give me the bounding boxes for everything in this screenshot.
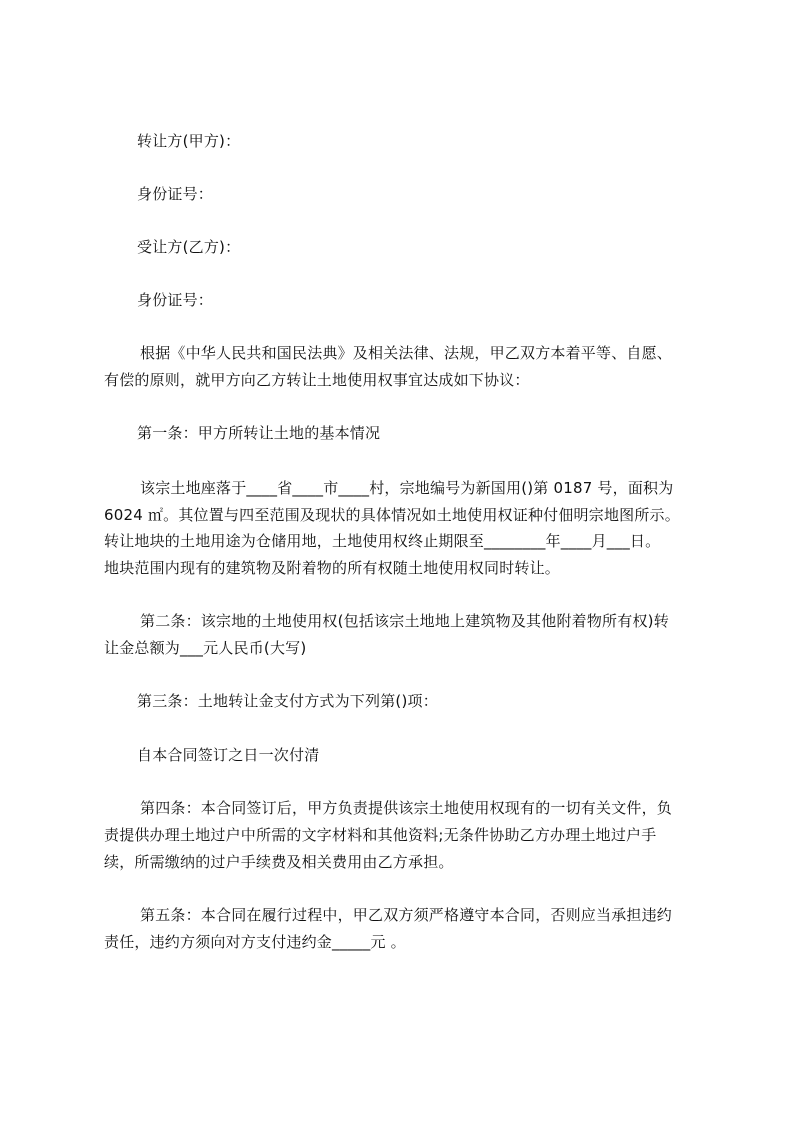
article1-title: 第一条：甲方所转让土地的基本情况 bbox=[137, 424, 381, 442]
article2-line-1: 第二条：该宗地的土地使用权(包括该宗土地地上建筑物及其他附着物所有权)转 bbox=[140, 612, 669, 630]
article4-line-3: 续，所需缴纳的过户手续费及相关费用由乙方承担。 bbox=[104, 853, 454, 871]
article1-line-4: 地块范围内现有的建筑物及附着物的所有权随土地使用权同时转让。 bbox=[104, 559, 561, 577]
article1-line-2: 6024 ㎡。其位置与四至范围及现状的具体情况如土地使用权证种付佃明宗地图所示。 bbox=[104, 506, 680, 524]
article3-option: 自本合同签订之日一次付清 bbox=[137, 746, 320, 764]
preamble-line-2: 有偿的原则，就甲方向乙方转让土地使用权事宜达成如下协议： bbox=[104, 371, 530, 389]
article1-line-3: 转让地块的土地用途为仓储用地，土地使用权终止期限至________年____月___日。 bbox=[104, 532, 661, 550]
transferee-id-label: 身份证号： bbox=[137, 291, 214, 309]
article1-line-1: 该宗土地座落于____省____市____村，宗地编号为新国用()第 0187 号，面积为 bbox=[140, 479, 674, 497]
article2-line-2: 让金总额为___元人民币(大写) bbox=[104, 639, 307, 657]
transferor-id-label: 身份证号： bbox=[137, 185, 214, 203]
transferee-label: 受让方(乙方)： bbox=[137, 238, 241, 256]
article3-title: 第三条：土地转让金支付方式为下列第()项： bbox=[137, 692, 438, 710]
preamble-line-1: 根据《中华人民共和国民法典》及相关法律、法规，甲乙双方本着平等、自愿、 bbox=[140, 344, 673, 362]
transferor-label: 转让方(甲方)： bbox=[137, 132, 241, 150]
article5-line-1: 第五条：本合同在履行过程中，甲乙双方须严格遵守本合同，否则应当承担违约 bbox=[140, 906, 673, 924]
article4-line-2: 责提供办理土地过户中所需的文字材料和其他资料;无条件协助乙方办理土地过户手 bbox=[104, 826, 657, 844]
article4-line-1: 第四条：本合同签订后，甲方负责提供该宗土地使用权现有的一切有关文件，负 bbox=[140, 799, 673, 817]
article5-line-2: 责任，违约方须向对方支付违约金_____元 。 bbox=[104, 933, 406, 951]
